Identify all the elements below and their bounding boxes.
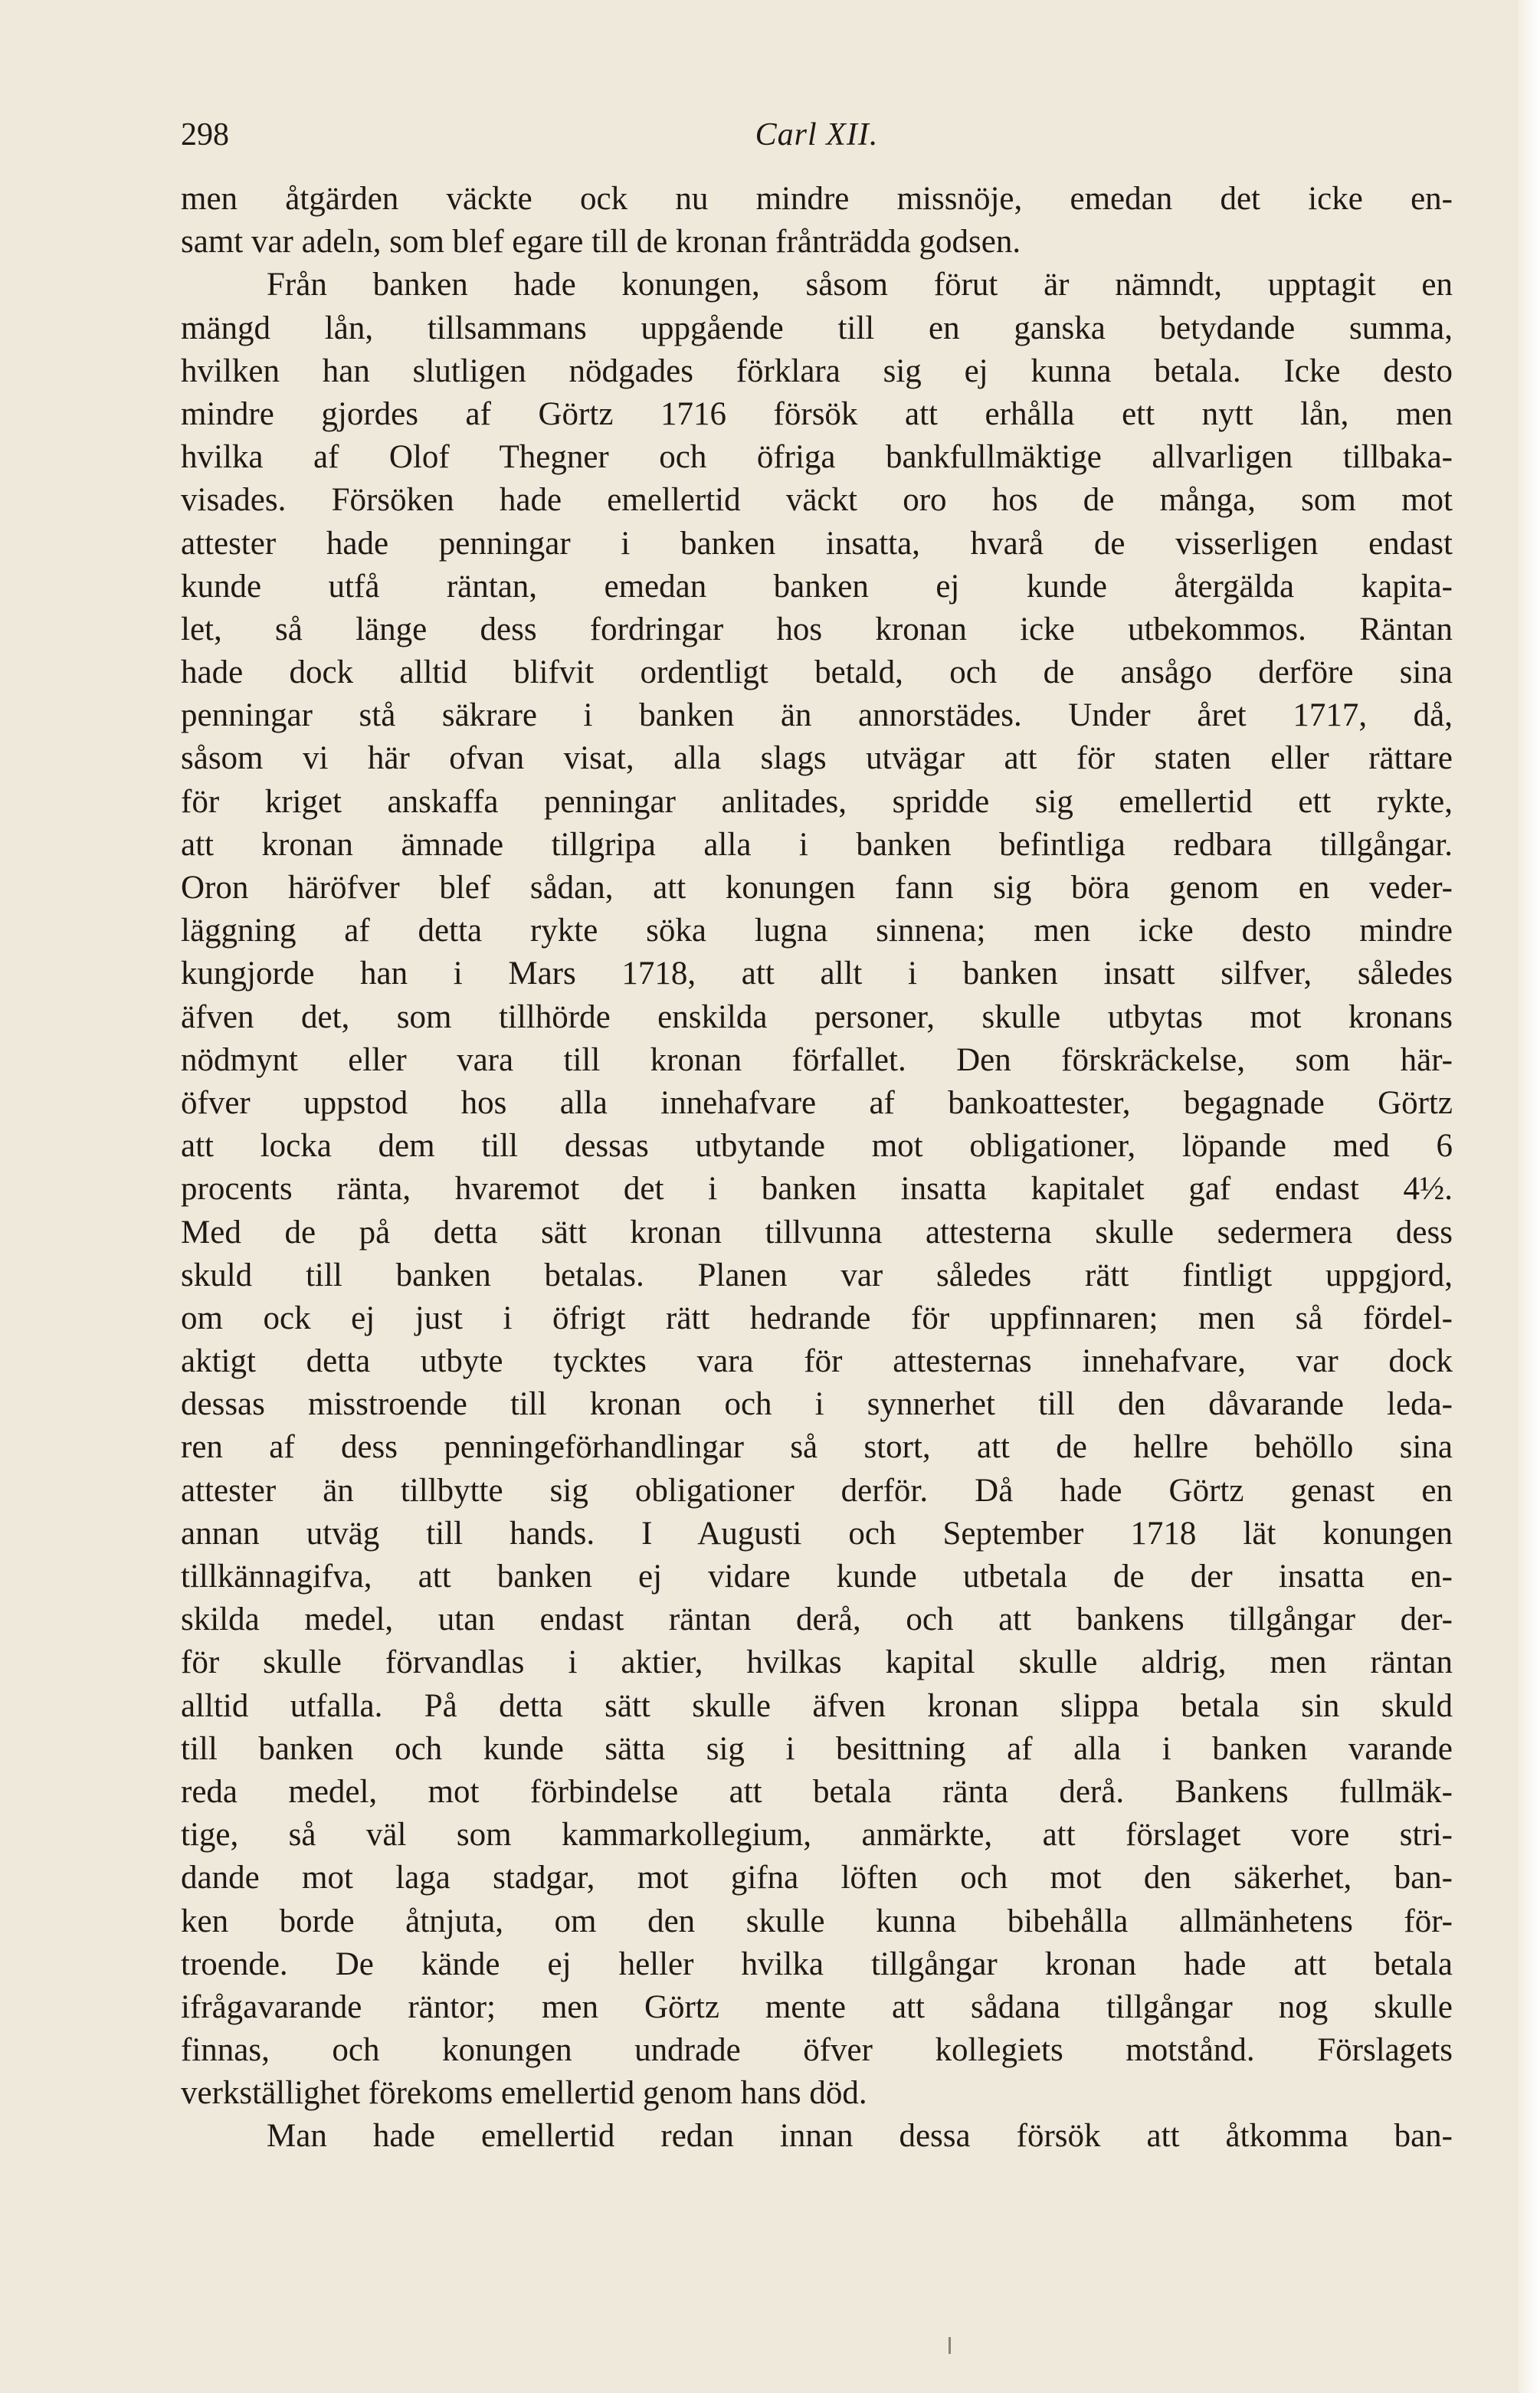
text-line: Man hade emellertid redan innan dessa försök att åtkomma ban-	[267, 2118, 1453, 2155]
text-line: hvilken han slutligen nödgades förklara sig ej kunna betala. Icke desto	[181, 352, 1453, 389]
text-line: skuld till banken betalas. Planen var således rätt fintligt uppgjord,	[181, 1257, 1453, 1293]
running-title: Carl XII.	[755, 117, 879, 152]
text-line: verkställighet förekoms emellertid genom hans död.	[181, 2075, 867, 2112]
text-line: troende. De kände ej heller hvilka tillgångar kronan hade att betala	[181, 1946, 1453, 1982]
text-line: mindre gjordes af Görtz 1716 försök att erhålla ett nytt lån, men	[181, 395, 1453, 432]
text-line: let, så länge dess fordringar hos kronan icke utbekommos. Räntan	[181, 611, 1453, 647]
page-header	[181, 112, 1453, 158]
text-line: men åtgärden väckte ock nu mindre missnöje, emedan det icke en-	[181, 181, 1453, 217]
print-mark	[949, 2337, 951, 2354]
text-line: Med de på detta sätt kronan tillvunna attesterna skulle sedermera dess	[181, 1214, 1453, 1251]
text-line: att locka dem till dessas utbytande mot obligationer, löpande med 6	[181, 1128, 1453, 1165]
text-line: annan utväg till hands. I Augusti och September 1718 lät konungen	[181, 1515, 1453, 1552]
text-line: nödmynt eller vara till kronan förfallet. Den förskräckelse, som här-	[181, 1041, 1453, 1078]
text-line: skilda medel, utan endast räntan derå, och att bankens tillgångar der-	[181, 1601, 1453, 1638]
text-line: ifrågavarande räntor; men Görtz mente att sådana tillgångar nog skulle	[181, 1988, 1453, 2025]
page-edge	[1519, 0, 1540, 2393]
text-line: öfver uppstod hos alla innehafvare af bankoattester, begagnade Görtz	[181, 1084, 1453, 1121]
text-line: för kriget anskaffa penningar anlitades, spridde sig emellertid ett rykte,	[181, 783, 1453, 820]
text-line: kunde utfå räntan, emedan banken ej kunde återgälda kapita-	[181, 568, 1453, 605]
text-line: attester hade penningar i banken insatta, hvarå de visserligen endast	[181, 525, 1453, 562]
text-line: mängd lån, tillsammans uppgående till en ganska betydande summa,	[181, 310, 1453, 346]
text-line: om ock ej just i öfrigt rätt hedrande för uppfinnaren; men så fördel-	[181, 1300, 1453, 1336]
text-line: dande mot laga stadgar, mot gifna löften och mot den säkerhet, ban-	[181, 1860, 1453, 1896]
text-line: attester än tillbytte sig obligationer derför. Då hade Görtz genast en	[181, 1472, 1453, 1509]
text-line: reda medel, mot förbindelse att betala ränta derå. Bankens fullmäk-	[181, 1773, 1453, 1810]
text-line: kungjorde han i Mars 1718, att allt i banken insatt silfver, således	[181, 956, 1453, 992]
text-line: dessas misstroende till kronan och i synnerhet till den dåvarande leda-	[181, 1386, 1453, 1423]
text-line: för skulle förvandlas i aktier, hvilkas kapital skulle aldrig, men räntan	[181, 1644, 1453, 1681]
text-line: Från banken hade konungen, såsom förut är nämndt, upptagit en	[267, 267, 1453, 303]
page-number: 298	[181, 117, 229, 152]
text-line: till banken och kunde sätta sig i besittning af alla i banken varande	[181, 1730, 1453, 1767]
text-line: visades. Försöken hade emellertid väckt oro hos de många, som mot	[181, 482, 1453, 519]
text-line: läggning af detta rykte söka lugna sinnena; men icke desto mindre	[181, 913, 1453, 949]
text-line: ken borde åtnjuta, om den skulle kunna bibehålla allmänhetens för-	[181, 1903, 1453, 1939]
text-line: tige, så väl som kammarkollegium, anmärkte, att förslaget vore stri-	[181, 1817, 1453, 1854]
text-line: såsom vi här ofvan visat, alla slags utvägar att för staten eller rättare	[181, 740, 1453, 777]
text-line: penningar stå säkrare i banken än annorstädes. Under året 1717, då,	[181, 697, 1453, 734]
text-line: Oron häröfver blef sådan, att konungen fann sig böra genom en veder-	[181, 870, 1453, 906]
text-line: tillkännagifva, att banken ej vidare kunde utbetala de der insatta en-	[181, 1559, 1453, 1595]
text-line: äfven det, som tillhörde enskilda personer, skulle utbytas mot kronans	[181, 998, 1453, 1035]
text-line: ren af dess penningeförhandlingar så stort, att de hellre behöllo sina	[181, 1429, 1453, 1466]
text-line: aktigt detta utbyte tycktes vara för attesternas innehafvare, var dock	[181, 1343, 1453, 1380]
body-text	[181, 178, 1453, 2159]
text-line: hade dock alltid blifvit ordentligt betald, och de ansågo derföre sina	[181, 654, 1453, 691]
text-line: att kronan ämnade tillgripa alla i banken befintliga redbara tillgångar.	[181, 826, 1453, 863]
text-line: finnas, och konungen undrade öfver kollegiets motstånd. Förslagets	[181, 2032, 1453, 2069]
text-line: procents ränta, hvaremot det i banken insatta kapitalet gaf endast 4½.	[181, 1171, 1453, 1208]
text-line: alltid utfalla. På detta sätt skulle äfven kronan slippa betala sin skuld	[181, 1687, 1453, 1724]
text-line: samt var adeln, som blef egare till de kronan frånträdda godsen.	[181, 224, 1021, 261]
text-line: hvilka af Olof Thegner och öfriga bankfullmäktige allvarligen tillbaka-	[181, 439, 1453, 476]
